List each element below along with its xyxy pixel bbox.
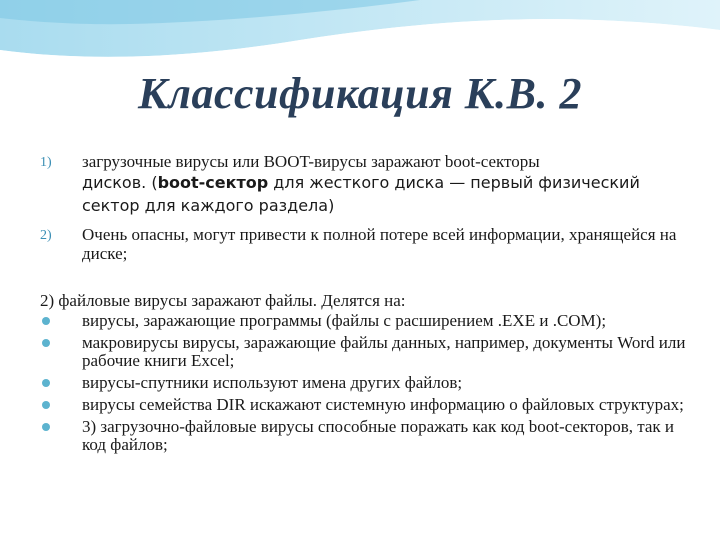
item-text-line2: [82, 173, 640, 215]
bullet-icon: [42, 317, 50, 325]
numbered-item-2: [40, 225, 690, 263]
slide-title: Классификация К.В. 2: [138, 69, 582, 118]
section-heading: 2) файловые вирусы заражают файлы. Делятся на:: [40, 291, 406, 310]
list-item: [40, 396, 690, 414]
item-text-bold: boot-сектор: [157, 173, 269, 192]
item-text: Очень опасны, могут привести к полной потере всей информации, хранящейся на диске;: [82, 225, 677, 263]
list-item: [40, 374, 690, 392]
item-text-plain: дисков. (: [82, 173, 158, 192]
list-item-text: вирусы-спутники используют имена других файлов;: [82, 373, 463, 392]
bullet-icon: [42, 401, 50, 409]
item-number: 1): [40, 155, 52, 170]
bullet-icon: [42, 379, 50, 387]
list-item-text: макровирусы вирусы, заражающие файлы данных, например, документы Word или рабочие книги Excel;: [82, 333, 686, 370]
numbered-item-1: [40, 152, 690, 217]
item-text-line1: загрузочные вирусы или BOOT-вирусы заражают boot-секторы: [82, 152, 540, 171]
list-item: [40, 312, 690, 330]
list-item: [40, 418, 690, 454]
bullet-icon: [42, 423, 50, 431]
bullet-icon: [42, 339, 50, 347]
list-item-text: вирусы, заражающие программы (файлы с расширением .EXE и .COM);: [82, 311, 607, 330]
item-number: 2): [40, 228, 52, 243]
list-item-text: 3) загрузочно-файловые вирусы способные поражать как код boot-секторов, так и код файлов;: [82, 417, 675, 454]
list-item: [40, 334, 690, 370]
list-item-text: вирусы семейства DIR искажают системную информацию о файловых структурах;: [82, 395, 684, 414]
slide-content: [40, 152, 690, 458]
item-text-rest: для жесткого диска — первый физический сектор для каждого раздела): [82, 173, 640, 215]
bullet-list: [40, 312, 690, 454]
